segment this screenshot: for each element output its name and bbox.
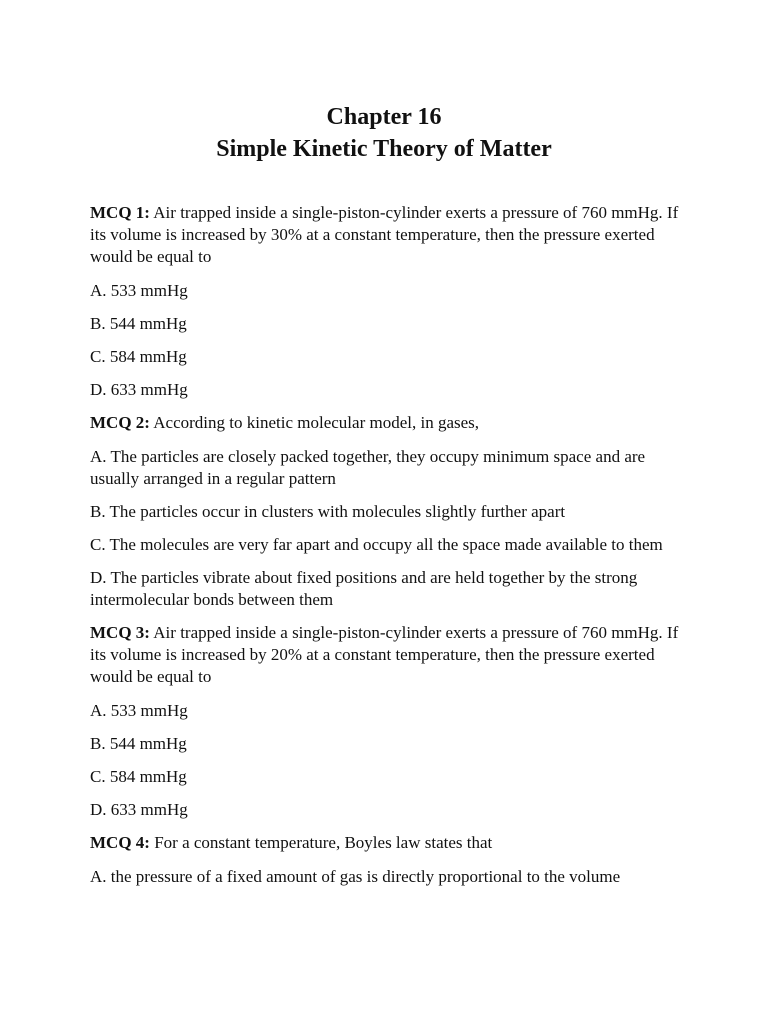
chapter-title: Simple Kinetic Theory of Matter [216,136,552,162]
question-3-option-c: C. 584 mmHg [90,767,187,786]
question-1-label: MCQ 1: [90,203,150,222]
question-2-option-a: A. The particles are closely packed together, they occupy minimum space and are usually arranged in a regular pattern [90,447,646,488]
question-4-text: For a constant temperature, Boyles law states that [154,833,493,852]
question-3-option-a: A. 533 mmHg [90,701,188,720]
question-2-text: According to kinetic molecular model, in gases, [153,413,480,432]
question-3-text: Air trapped inside a single-piston-cylinder exerts a pressure of 760 mmHg. If its volume is increased by 20% at a constant temperature, then the pressure exerted would be equal to [90,623,679,686]
question-1 [90,202,690,268]
question-2 [90,412,690,434]
question-block-4 [90,832,690,888]
question-4 [90,832,690,854]
question-1-text: Air trapped inside a single-piston-cylinder exerts a pressure of 760 mmHg. If its volume is increased by 30% at a constant temperature, then the pressure exerted would be equal to [90,203,679,266]
question-3-option-d: D. 633 mmHg [90,800,188,819]
question-3-label: MCQ 3: [90,623,150,642]
chapter-number: Chapter 16 [326,104,442,130]
question-block-1 [90,202,690,401]
question-1-option-d: D. 633 mmHg [90,380,188,399]
question-3-option-b: B. 544 mmHg [90,734,187,753]
question-2-option-c: C. The molecules are very far apart and occupy all the space made available to them [90,535,663,554]
question-2-option-d: D. The particles vibrate about fixed positions and are held together by the strong intermolecular bonds between them [90,568,638,609]
question-list [90,202,690,899]
question-block-3 [90,622,690,821]
question-block-2 [90,412,690,611]
question-1-option-b: B. 544 mmHg [90,314,187,333]
question-1-option-c: C. 584 mmHg [90,347,187,366]
question-2-label: MCQ 2: [90,413,150,432]
question-4-option-a: A. the pressure of a fixed amount of gas is directly proportional to the volume [90,867,621,886]
question-2-option-b: B. The particles occur in clusters with molecules slightly further apart [90,502,566,521]
question-1-option-a: A. 533 mmHg [90,281,188,300]
question-4-label: MCQ 4: [90,833,150,852]
question-3 [90,622,690,688]
